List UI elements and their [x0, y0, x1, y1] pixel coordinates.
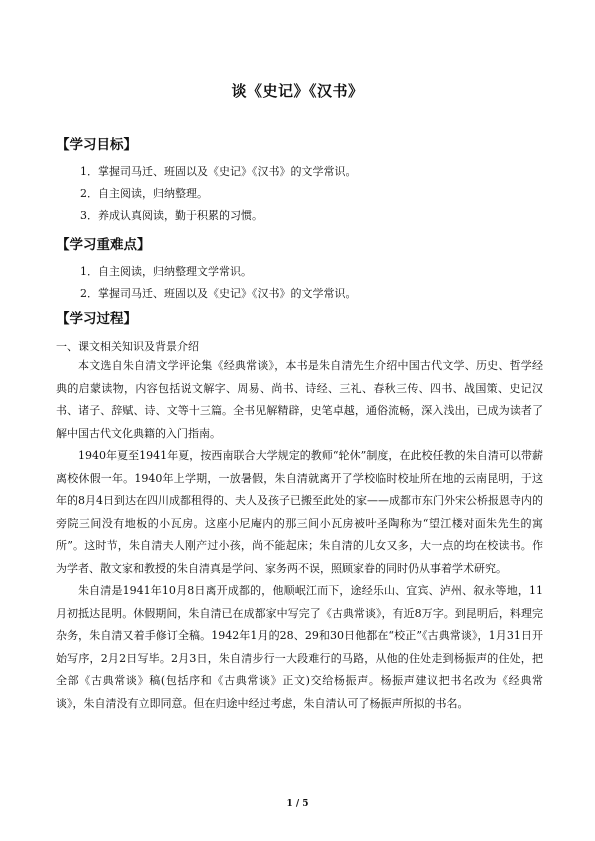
body-paragraph: 1940年夏至1941年夏，按西南联合大学规定的教师“轮休”制度，在此校任教的朱自清可以带薪离校休假一年。1940年上学期，一放暑假，朱自清就离开了学校临时校址所在地的云南昆明，于这年的8月4日到达在四川成都租得的、夫人及孩子已搬至此处的家——成都市东门外宋公桥报恩寺内的旁院三间没有地板的小瓦房。这座小尼庵内的那三间小瓦房被叶圣陶称为“望江楼对面朱先生的寓所”。这时节，朱自清夫人刚产过小孩，尚不能起床；朱自清的儿女又多，大一点的均在校读书。作为学者、散文家和教授的朱自清真是学问、家务两不误，照顾家眷的同时仍从事着学术研究。	[56, 449, 543, 575]
goals-heading: 【学习目标】	[56, 137, 137, 153]
keypoints-item: 2．掌握司马迁、班固以及《史记》《汉书》的文学常识。	[80, 287, 357, 300]
goals-item: 2．自主阅读，归纳整理。	[80, 187, 208, 200]
process-heading: 【学习过程】	[56, 311, 137, 327]
goals-item: 3．养成认真阅读，勤于积累的习惯。	[80, 209, 263, 222]
body-paragraph: 朱自清是1941年10月8日离开成都的，他顺岷江而下，途经乐山、宜宾、泸州、叙永等地，11月初抵达昆明。休假期间，朱自清已在成都家中写完了《古典常谈》，有近8万字。到昆明后，料理完杂务，朱自清又着手修订全稿。1942年1月的28、29和30日他都在“校正”《古典常谈》，1月31日开始写序，2月2日写毕。2月3日，朱自清步行一大段难行的马路，从他的住处走到杨振声的住处，把全部《古典常谈》稿(包括序和《古典常谈》正文)交给杨振声。杨振声建议把书名改为《经典常谈》，朱自清没有立即同意。但在归途中经过考虑，朱自清认可了杨振声所拟的书名。	[56, 584, 543, 710]
goals-item: 1．掌握司马迁、班固以及《史记》《汉书》的文学常识。	[80, 165, 357, 178]
document-title: 谈《史记》《汉书》	[231, 82, 364, 100]
page-number: 1 / 5	[286, 799, 309, 809]
keypoints-item: 1．自主阅读，归纳整理文学常识。	[80, 265, 252, 278]
process-subheading: 一、课文相关知识及背景介绍	[56, 340, 199, 353]
body-paragraph: 本文选自朱自清文学评论集《经典常谈》，本书是朱自清先生介绍中国古代文学、历史、哲学经典的启蒙读物，内容包括说文解字、周易、尚书、诗经、三礼、春秋三传、四书、战国策、史记汉书、诸子、辞赋、诗、文等十三篇。全书见解精辟，史笔卓越，通俗流畅，深入浅出，已成为读者了解中国古代文化典籍的入门指南。	[56, 359, 543, 440]
keypoints-heading: 【学习重难点】	[56, 237, 151, 253]
